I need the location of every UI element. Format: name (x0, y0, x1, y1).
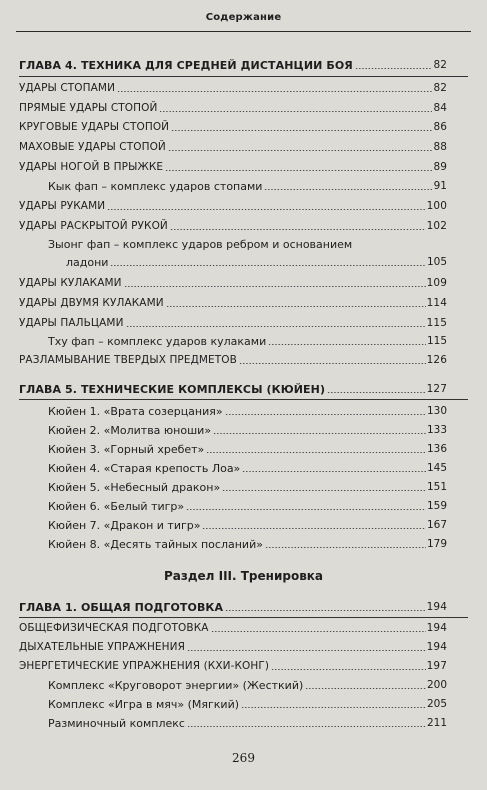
toc-entry[interactable] (19, 102, 447, 115)
toc-entry[interactable] (19, 354, 447, 367)
toc-entry[interactable] (19, 297, 447, 310)
entry-title: Комплекс «Круговорот энергии» (Жесткий) (48, 679, 304, 692)
toc-subentry[interactable] (48, 424, 447, 437)
page-ref: 84 (433, 102, 447, 114)
page-ref: 126 (426, 354, 447, 366)
dot-leader (268, 343, 426, 346)
dot-leader (239, 362, 426, 365)
chapter-heading[interactable] (19, 59, 447, 72)
dot-leader (305, 687, 426, 690)
dot-leader (213, 432, 426, 435)
page-ref: 91 (433, 180, 447, 192)
entry-title: Комплекс «Игра в мяч» (Мягкий) (48, 698, 240, 711)
page-ref: 205 (426, 698, 447, 710)
entry-title: Кюйен 8. «Десять тайных посланий» (48, 538, 263, 551)
entry-title: Кюйен 4. «Старая крепость Лоа» (48, 462, 241, 475)
entry-title: Разминочный комплекс (48, 717, 185, 730)
toc-entry[interactable] (19, 82, 447, 95)
toc-subentry[interactable] (48, 679, 447, 692)
page-ref: 194 (426, 641, 447, 653)
page-ref: 115 (426, 317, 447, 329)
page-ref: 159 (426, 500, 447, 512)
toc-subentry[interactable] (48, 335, 447, 348)
toc-entry[interactable] (19, 161, 447, 174)
dot-leader (187, 725, 426, 728)
page-ref: 194 (426, 622, 447, 634)
toc-entry[interactable] (19, 220, 447, 233)
dot-leader (126, 325, 426, 328)
entry-title: Кюйен 3. «Горный хребет» (48, 443, 205, 456)
entry-title: ОБЩЕФИЗИЧЕСКАЯ ПОДГОТОВКА (19, 622, 209, 634)
page-ref: 102 (426, 220, 447, 232)
toc-entry[interactable] (19, 277, 447, 290)
toc-subentry-line1[interactable]: Зыонг фап – комплекс ударов ребром и основанием (48, 238, 353, 251)
toc-entry[interactable] (19, 660, 447, 673)
page-ref: 211 (426, 717, 447, 729)
entry-title: УДАРЫ ПАЛЬЦАМИ (19, 317, 124, 329)
page-ref: 133 (426, 424, 447, 436)
page-ref: 194 (426, 601, 447, 613)
entry-title: Кык фап – комплекс ударов стопами (48, 180, 263, 193)
dot-leader (327, 391, 426, 394)
page-ref: 151 (426, 481, 447, 493)
entry-title: УДАРЫ РАСКРЫТОЙ РУКОЙ (19, 220, 168, 232)
dot-leader (168, 149, 433, 152)
toc-subentry[interactable] (48, 462, 447, 475)
toc-subentry[interactable] (48, 717, 447, 730)
dot-leader (107, 208, 425, 211)
entry-title: Кюйен 6. «Белый тигр» (48, 500, 185, 513)
dot-leader (264, 188, 432, 191)
entry-title: УДАРЫ КУЛАКАМИ (19, 277, 122, 289)
dot-leader (170, 228, 426, 231)
entry-title: Тху фап – комплекс ударов кулаками (48, 335, 267, 348)
entry-title: ЭНЕРГЕТИЧЕСКИЕ УПРАЖНЕНИЯ (КХИ-КОНГ) (19, 660, 270, 672)
dot-leader (110, 264, 426, 267)
page-ref: 115 (426, 335, 447, 347)
toc-subentry[interactable] (48, 698, 447, 711)
page-ref: 89 (433, 161, 447, 173)
dot-leader (225, 413, 426, 416)
toc-subentry[interactable] (48, 500, 447, 513)
dot-leader (124, 285, 426, 288)
page-ref: 88 (433, 141, 447, 153)
page-ref: 82 (433, 59, 447, 71)
page-ref: 130 (426, 405, 447, 417)
entry-title: Кюйен 7. «Дракон и тигр» (48, 519, 201, 532)
entry-title: ПРЯМЫЕ УДАРЫ СТОПОЙ (19, 102, 158, 114)
dot-leader (211, 630, 426, 633)
dot-leader (117, 90, 432, 93)
chapter-title: ГЛАВА 4. ТЕХНИКА ДЛЯ СРЕДНЕЙ ДИСТАНЦИИ БОЯ (19, 59, 353, 72)
section-rule (19, 399, 468, 400)
entry-title: РАЗЛАМЫВАНИЕ ТВЕРДЫХ ПРЕДМЕТОВ (19, 354, 237, 366)
toc-subentry[interactable] (48, 481, 447, 494)
dot-leader (166, 305, 426, 308)
page-ref: 86 (433, 121, 447, 133)
entry-title: ДЫХАТЕЛЬНЫЕ УПРАЖНЕНИЯ (19, 641, 186, 653)
section-rule (19, 76, 468, 77)
toc-subentry[interactable] (48, 180, 447, 193)
toc-subentry[interactable] (48, 519, 447, 532)
toc-subentry[interactable] (48, 538, 447, 551)
chapter-heading[interactable] (19, 383, 447, 396)
entry-title: УДАРЫ ДВУМЯ КУЛАКАМИ (19, 297, 164, 309)
page-ref: 105 (426, 256, 447, 268)
toc-subentry[interactable] (48, 443, 447, 456)
section-title[interactable]: Раздел III. Тренировка (163, 569, 324, 583)
running-header: Содержание (205, 12, 282, 23)
dot-leader (225, 609, 426, 612)
entry-title: МАХОВЫЕ УДАРЫ СТОПОЙ (19, 141, 166, 153)
page-ref: 145 (426, 462, 447, 474)
entry-title: Кюйен 1. «Врата созерцания» (48, 405, 223, 418)
chapter-title: ГЛАВА 1. ОБЩАЯ ПОДГОТОВКА (19, 601, 224, 614)
dot-leader (171, 129, 432, 132)
dot-leader (242, 470, 426, 473)
toc-entry[interactable] (19, 121, 447, 134)
page-ref: 114 (426, 297, 447, 309)
chapter-heading[interactable] (19, 601, 447, 614)
toc-entry[interactable] (19, 141, 447, 154)
toc-entry[interactable] (19, 641, 447, 654)
toc-entry[interactable] (19, 622, 447, 635)
dot-leader (206, 451, 426, 454)
toc-entry[interactable] (19, 317, 447, 330)
page-ref: 136 (426, 443, 447, 455)
entry-title: УДАРЫ НОГОЙ В ПРЫЖКЕ (19, 161, 164, 173)
entry-title: УДАРЫ РУКАМИ (19, 200, 106, 212)
page-ref: 82 (433, 82, 447, 94)
page-number: 269 (232, 751, 255, 765)
page-ref: 200 (426, 679, 447, 691)
chapter-title: ГЛАВА 5. ТЕХНИЧЕСКИЕ КОМПЛЕКСЫ (КЮЙЕН) (19, 383, 326, 396)
entry-title: Кюйен 2. «Молитва юноши» (48, 424, 212, 437)
dot-leader (186, 508, 426, 511)
page-ref: 197 (426, 660, 447, 672)
page-ref: 100 (426, 200, 447, 212)
dot-leader (241, 706, 426, 709)
dot-leader (355, 67, 433, 70)
entry-title: УДАРЫ СТОПАМИ (19, 82, 116, 94)
toc-subentry[interactable] (66, 256, 447, 269)
entry-title: Кюйен 5. «Небесный дракон» (48, 481, 221, 494)
page-ref: 167 (426, 519, 447, 531)
dot-leader (265, 546, 426, 549)
page-ref: 179 (426, 538, 447, 550)
entry-title: КРУГОВЫЕ УДАРЫ СТОПОЙ (19, 121, 170, 133)
section-rule (19, 617, 468, 618)
dot-leader (202, 527, 425, 530)
header-rule (16, 31, 471, 32)
dot-leader (271, 668, 426, 671)
toc-entry[interactable] (19, 200, 447, 213)
dot-leader (159, 110, 432, 113)
page-ref: 127 (426, 383, 447, 395)
dot-leader (187, 649, 426, 652)
entry-title: ладони (66, 256, 109, 269)
page-ref: 109 (426, 277, 447, 289)
toc-subentry[interactable] (48, 405, 447, 418)
dot-leader (165, 169, 432, 172)
dot-leader (222, 489, 426, 492)
